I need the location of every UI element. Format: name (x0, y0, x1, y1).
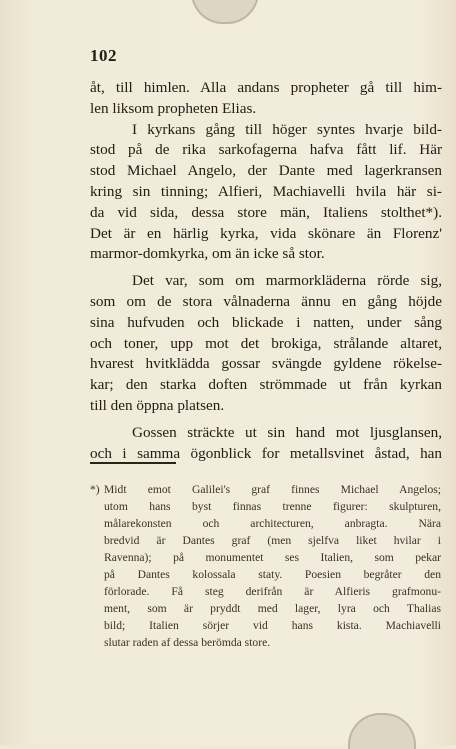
text-line: och toner, upp mot det brokiga, strålande altaret, (90, 334, 442, 352)
text-line: till den öppna platsen. (90, 396, 225, 414)
body-text (90, 78, 442, 464)
text-line: Det är en härlig kyrka, vida skönare än Florenz' (90, 224, 442, 242)
page-tab-bottom (348, 713, 416, 749)
text-line: I kyrkans gång till höger syntes hvarje bild- (132, 120, 442, 138)
text-line: marmor-domkyrka, om än icke så stor. (90, 245, 325, 263)
footnote-line: utom hans byst finnas trenne figurer: skulpturen, (104, 500, 441, 513)
footnote-line: slutar raden af dessa berömda store. (104, 636, 271, 649)
text-line: åt, till himlen. Alla andans propheter gå till him- (90, 79, 442, 96)
text-line: Det var, som om marmorkläderna rörde sig, (132, 272, 442, 290)
footnote-line: på Dantes kolossala staty. Poesien begråter den (104, 568, 441, 581)
footnote-line: målarekonsten och architecturen, anbragta. Nära (104, 517, 441, 530)
footnote-line: Ravenna); på monumentet ses Italien, som pekar (104, 551, 441, 564)
footnote-line: bild; Italien sörjer vid hans kista. Machiavelli (104, 619, 441, 632)
text-line: hvarest hvitklädda gossar svängde gyldene rökelse- (90, 355, 442, 373)
page-number: 102 (90, 46, 117, 65)
text-line: sina hufvuden och blickade i natten, under sång (90, 313, 442, 331)
footnote-line: förlorade. Få steg derifrån är Alfieris grafmonu- (104, 585, 441, 598)
text-line: Gossen sträckte ut sin hand mot ljusglansen, (132, 423, 442, 441)
text-line: stod Michael Angelo, der Dante med lagerkransen (90, 162, 442, 180)
text-line: da vid sida, dessa store män, Italiens stolthet*). (90, 203, 442, 221)
text-line: kar; den starka doften strömmade ut från kyrkan (90, 376, 442, 394)
text-line: och i samma ögonblick for metallsvinet åstad, han (90, 444, 442, 462)
footnote-rule (90, 462, 176, 464)
text-line: kring sin tinning; Alfieri, Machiavelli hvila här si- (90, 182, 442, 200)
footnote-line: bredvid är Dantes graf (men sjelfva liket hvilar i (104, 534, 441, 547)
footnote (90, 481, 441, 651)
page-tab-top (191, 0, 259, 24)
text-line: som om de stora vålnaderna ännu en gång höjde (90, 292, 442, 310)
text-line: len liksom propheten Elias. (90, 99, 257, 117)
footnote-mark: *) (90, 483, 100, 496)
text-line: stod på de rika sarkofagerna hafva fått lif. Här (90, 141, 442, 159)
footnote-line: ment, som är pryddt med lager, lyra och Thalias (104, 602, 441, 615)
footnote-line: Midt emot Galilei's graf finnes Michael Angelos; (104, 483, 441, 496)
